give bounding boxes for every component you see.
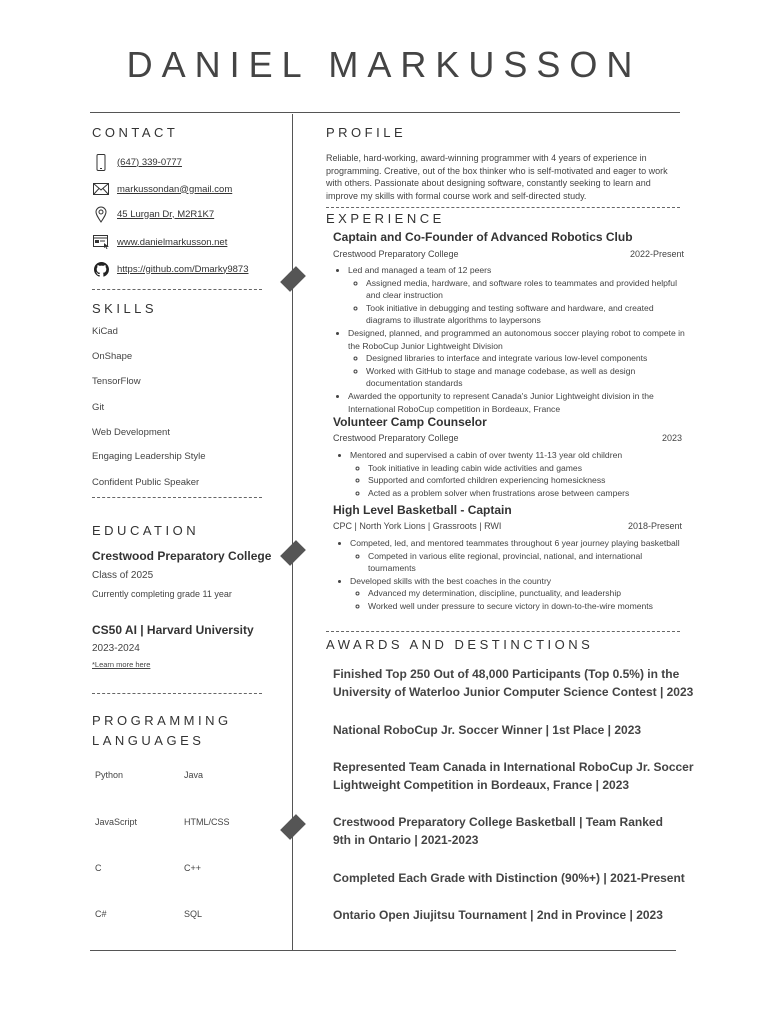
contact-heading: CONTACT <box>92 125 179 140</box>
email-link[interactable]: markussondan@gmail.com <box>117 183 233 195</box>
bullet: • Awarded the opportunity to represent Canada's Junior Lightweight division in the International RoboCup competition in Bordeaux, France <box>348 390 688 415</box>
bullet: • Developed skills with the best coaches in the country ◦ Advanced my determination, discipline, punctuality, and leadership ◦ Worked well under pressure to secure victory in down-to-the-wire moments <box>350 575 682 613</box>
skill-item: TensorFlow <box>92 376 141 387</box>
experience-heading: EXPERIENCE <box>326 211 445 226</box>
job-title: High Level Basketball - Captain <box>333 503 512 517</box>
skill-item: KiCad <box>92 326 118 337</box>
award-item <box>333 758 713 794</box>
mail-icon <box>92 183 110 195</box>
skill-item: OnShape <box>92 351 133 362</box>
top-divider <box>90 112 680 113</box>
skills-heading: SKILLS <box>92 301 158 316</box>
job-dates: 2018-Present <box>628 521 683 531</box>
contact-address[interactable] <box>92 205 214 223</box>
language-item: C <box>95 863 102 873</box>
course-years: 2023-2024 <box>92 643 140 654</box>
resume-name: DANIEL MARKUSSON <box>126 44 642 85</box>
contact-email[interactable] <box>92 180 232 198</box>
sub-bullet: ◦ Took initiative in leading cabin wide activities and games <box>368 462 690 475</box>
school-name: Crestwood Preparatory College <box>92 549 272 563</box>
address-link[interactable]: 45 Lurgan Dr, M2R1K7 <box>117 208 215 220</box>
award-line: University of Waterloo Junior Computer Science Contest | 2023 <box>333 685 694 699</box>
bullet: • Competed, led, and mentored teammates throughout 6 year journey playing basketball ◦ Competed in various elite regional, provincial, national, and international tournaments <box>350 537 682 575</box>
awards-heading: AWARDS AND DESTINCTIONS <box>326 637 594 652</box>
award-item: National RoboCup Jr. Soccer Winner | 1st Place | 2023 <box>333 723 642 737</box>
class-year: Class of 2025 <box>92 570 154 581</box>
github-icon <box>92 262 110 277</box>
award-line: Represented Team Canada in International RoboCup Jr. Soccer <box>333 760 694 774</box>
language-item: Java <box>184 770 204 780</box>
bullet: • Designed, planned, and programmed an autonomous soccer playing robot to compete in the RoboCup Junior Lightweight Division ◦ Designed libraries to interface and integrate various low-level components ◦ Worked with GitHub to stage and manage codebase, as well as design documentation standards <box>348 327 688 390</box>
skill-item: Git <box>92 402 105 413</box>
languages-heading: LANGUAGES <box>92 733 205 748</box>
skill-item: Web Development <box>92 427 170 438</box>
language-item: C++ <box>184 863 202 873</box>
award-line: Lightweight Competition in Bordeaux, France | 2023 <box>333 778 630 792</box>
sub-bullet: ◦ Worked well under pressure to secure victory in down-to-the-wire moments <box>368 600 682 613</box>
job-dates: 2023 <box>662 433 683 443</box>
award-item: Completed Each Grade with Distinction (90%+) | 2021-Present <box>333 871 685 885</box>
sub-bullet: ◦ Advanced my determination, discipline, punctuality, and leadership <box>368 587 682 600</box>
languages-heading: PROGRAMMING <box>92 713 232 728</box>
job-bullets <box>330 537 682 613</box>
learn-more-link[interactable]: *Learn more here <box>92 660 151 669</box>
website-icon <box>92 235 110 249</box>
skill-item: Engaging Leadership Style <box>92 451 206 462</box>
profile-text: Reliable, hard-working, award-winning programmer with 4 years of experience in programming. Creative, out of the box thinker who is self-motivated and eager to work with others. Passionate about designing software, constantly seeking to learn and improve my skills with formal course work and self-directed study. <box>326 153 668 201</box>
website-link[interactable]: www.danielmarkusson.net <box>117 236 228 248</box>
divider-diamond <box>280 540 306 566</box>
bullet: • Led and managed a team of 12 peers ◦ Assigned media, hardware, and software roles to teammates and provided helpful and clear instruction ◦ Took initiative in debugging and testing software and hardware, and created diagrams to illustrate algorithms to laypersons <box>348 264 688 327</box>
job-title: Volunteer Camp Counselor <box>333 415 487 429</box>
skill-item: Confident Public Speaker <box>92 477 200 488</box>
divider-diamond <box>280 266 306 292</box>
bottom-divider <box>90 950 676 951</box>
language-item: SQL <box>184 909 203 919</box>
award-item <box>333 665 713 701</box>
phone-link[interactable]: (647) 339-0777 <box>117 156 182 168</box>
job-dates: 2022-Present <box>630 249 685 259</box>
location-pin-icon <box>92 206 110 223</box>
divider-diamond <box>280 814 306 840</box>
job-title: Captain and Co-Founder of Advanced Robotics Club <box>333 230 633 244</box>
phone-icon <box>92 154 110 171</box>
sub-bullet: ◦ Took initiative in debugging and testing software and hardware, and created diagrams to illustrate algorithms to laypersons <box>366 302 688 327</box>
bullet: • Mentored and supervised a cabin of over twenty 11-13 year old children ◦ Took initiative in leading cabin wide activities and games ◦ Supported and comforted children experiencing homesickness ◦ Acted as a problem solver when frustrations arose between campers <box>350 449 690 499</box>
award-item <box>333 813 713 849</box>
github-link[interactable]: https://github.com/Dmarky9873 <box>117 263 249 275</box>
education-status: Currently completing grade 11 year <box>92 589 232 599</box>
contact-github[interactable] <box>92 260 248 278</box>
sub-bullet: ◦ Competed in various elite regional, provincial, national, and international tournaments <box>368 550 682 575</box>
award-line: 9th in Ontario | 2021-2023 <box>333 833 479 847</box>
job-bullets <box>328 264 688 415</box>
sub-bullet: ◦ Designed libraries to interface and integrate various low-level components <box>366 352 688 365</box>
sub-bullet: ◦ Assigned media, hardware, and software roles to teammates and provided helpful and clear instruction <box>366 277 688 302</box>
school-name: CS50 AI | Harvard University <box>92 623 254 637</box>
section-divider <box>92 693 262 694</box>
language-item: JavaScript <box>95 817 138 827</box>
award-item: Ontario Open Jiujitsu Tournament | 2nd in Province | 2023 <box>333 908 663 922</box>
award-line: Crestwood Preparatory College Basketball | Team Ranked <box>333 815 663 829</box>
award-line: Finished Top 250 Out of 48,000 Participants (Top 0.5%) in the <box>333 667 680 681</box>
contact-phone[interactable] <box>92 153 182 171</box>
profile-heading: PROFILE <box>326 125 407 140</box>
contact-website[interactable] <box>92 233 227 251</box>
sub-bullet: ◦ Worked with GitHub to stage and manage codebase, as well as design documentation standards <box>366 365 688 390</box>
section-divider <box>326 631 680 632</box>
section-divider <box>92 497 262 498</box>
language-item: HTML/CSS <box>184 817 230 827</box>
sub-bullet: ◦ Acted as a problem solver when frustrations arose between campers <box>368 487 690 500</box>
job-org: CPC | North York Lions | Grassroots | RWI <box>333 521 502 531</box>
job-org: Crestwood Preparatory College <box>333 249 459 259</box>
education-heading: EDUCATION <box>92 523 200 538</box>
sub-bullet: ◦ Supported and comforted children experiencing homesickness <box>368 474 690 487</box>
section-divider <box>92 289 262 290</box>
job-org: Crestwood Preparatory College <box>333 433 459 443</box>
language-item: C# <box>95 909 107 919</box>
language-item: Python <box>95 770 124 780</box>
section-divider <box>326 207 680 208</box>
job-bullets <box>330 449 690 499</box>
